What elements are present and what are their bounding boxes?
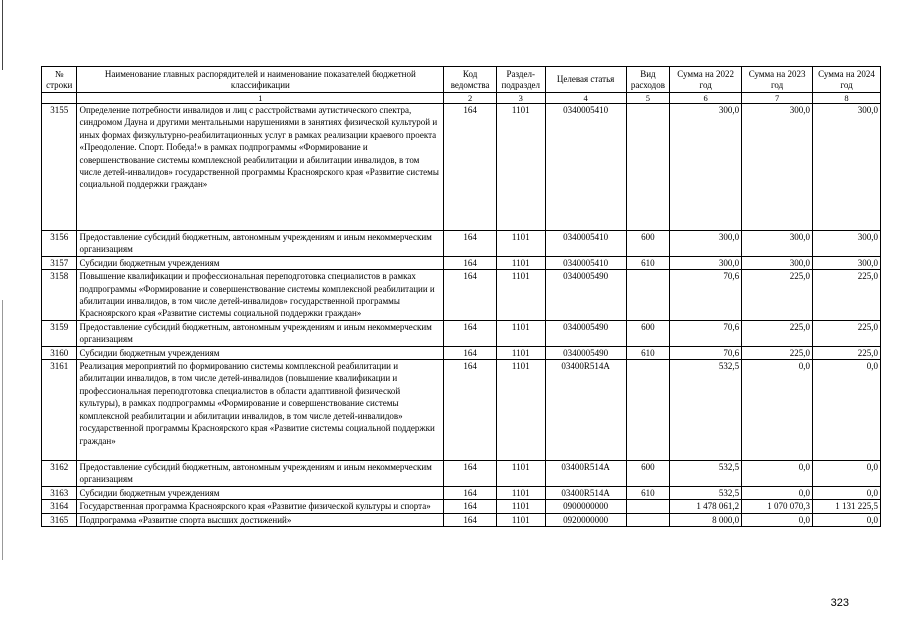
- table-row: [42, 486, 881, 499]
- row-expense-type: [626, 500, 670, 513]
- row-sum-2024: 300,0: [813, 231, 881, 257]
- row-sum-2024: 225,0: [813, 346, 881, 359]
- header-target-article: Целевая статья: [545, 67, 626, 93]
- budget-table: [41, 66, 881, 527]
- row-expense-type: 600: [626, 461, 670, 487]
- row-number: 3160: [42, 346, 77, 359]
- row-dept-code: 164: [444, 500, 497, 513]
- row-section: 1101: [496, 513, 545, 526]
- row-sum-2024: 300,0: [813, 256, 881, 269]
- row-name: Субсидии бюджетным учреждениям: [77, 486, 444, 499]
- row-target-article: 0340005410: [545, 256, 626, 269]
- row-section: 1101: [496, 500, 545, 513]
- row-sum-2023: 0,0: [742, 360, 813, 461]
- row-sum-2024: 225,0: [813, 270, 881, 321]
- row-sum-2023: 225,0: [742, 346, 813, 359]
- row-dept-code: 164: [444, 104, 497, 231]
- margin-line: [2, 300, 3, 560]
- row-name: Субсидии бюджетным учреждениям: [77, 256, 444, 269]
- row-section: 1101: [496, 360, 545, 461]
- row-name: Реализация мероприятий по формированию системы комплексной реабилитации и абилитации инвалидов, в том числе детей-инвалидов (повышение квалификации и профессиональная переподготовка специалистов в области адаптивной физической культуры), в рамках подпрограммы «Формирование и совершенствование системы комплексной реабилитации и абилитации инвалидов, в том числе детей-инвалидов» государственной программы Красноярского края «Развитие системы социальной поддержки граждан»: [77, 360, 444, 461]
- row-section: 1101: [496, 346, 545, 359]
- row-sum-2024: 0,0: [813, 513, 881, 526]
- row-expense-type: [626, 270, 670, 321]
- column-number: 5: [626, 93, 670, 104]
- row-dept-code: 164: [444, 346, 497, 359]
- row-target-article: 0340005490: [545, 270, 626, 321]
- row-target-article: 0340005410: [545, 231, 626, 257]
- table-row: [42, 500, 881, 513]
- table-row: [42, 346, 881, 359]
- row-section: 1101: [496, 231, 545, 257]
- row-section: 1101: [496, 486, 545, 499]
- row-dept-code: 164: [444, 256, 497, 269]
- row-dept-code: 164: [444, 320, 497, 346]
- row-dept-code: 164: [444, 513, 497, 526]
- row-sum-2023: 225,0: [742, 320, 813, 346]
- row-target-article: 0340005410: [545, 104, 626, 231]
- row-sum-2023: 300,0: [742, 104, 813, 231]
- row-sum-2022: 300,0: [670, 104, 742, 231]
- row-target-article: 03400R514A: [545, 486, 626, 499]
- column-number: 7: [742, 93, 813, 104]
- row-sum-2024: 0,0: [813, 486, 881, 499]
- column-number: 1: [77, 93, 444, 104]
- row-dept-code: 164: [444, 461, 497, 487]
- row-sum-2022: 532,5: [670, 486, 742, 499]
- header-sum-2022: Сумма на 2022 год: [670, 67, 742, 93]
- table-row: [42, 231, 881, 257]
- row-sum-2022: 532,5: [670, 360, 742, 461]
- margin-line: [2, 0, 3, 70]
- row-target-article: 0340005490: [545, 320, 626, 346]
- row-sum-2023: 0,0: [742, 461, 813, 487]
- row-target-article: 03400R514A: [545, 461, 626, 487]
- header-row-number: № строки: [42, 67, 77, 93]
- row-sum-2022: 8 000,0: [670, 513, 742, 526]
- row-expense-type: 600: [626, 231, 670, 257]
- row-sum-2023: 300,0: [742, 231, 813, 257]
- row-sum-2022: 300,0: [670, 256, 742, 269]
- row-dept-code: 164: [444, 360, 497, 461]
- column-number: 6: [670, 93, 742, 104]
- row-number: 3162: [42, 461, 77, 487]
- table-row: [42, 256, 881, 269]
- row-expense-type: [626, 104, 670, 231]
- row-section: 1101: [496, 461, 545, 487]
- header-name: Наименование главных распорядителей и наименование показателей бюджетной классификации: [77, 67, 444, 93]
- row-sum-2022: 70,6: [670, 270, 742, 321]
- header-section: Раздел-подраздел: [496, 67, 545, 93]
- row-name: Предоставление субсидий бюджетным, автономным учреждениям и иным некоммерческим организациям: [77, 461, 444, 487]
- row-name: Государственная программа Красноярского края «Развитие физической культуры и спорта»: [77, 500, 444, 513]
- row-sum-2023: 0,0: [742, 513, 813, 526]
- row-expense-type: 600: [626, 320, 670, 346]
- row-section: 1101: [496, 270, 545, 321]
- table-row: [42, 320, 881, 346]
- row-target-article: 0920000000: [545, 513, 626, 526]
- row-name: Предоставление субсидий бюджетным, автономным учреждениям и иным некоммерческим организациям: [77, 320, 444, 346]
- table-row: [42, 360, 881, 461]
- row-dept-code: 164: [444, 486, 497, 499]
- column-number: 3: [496, 93, 545, 104]
- column-number: 4: [545, 93, 626, 104]
- row-dept-code: 164: [444, 231, 497, 257]
- row-sum-2024: 0,0: [813, 360, 881, 461]
- row-target-article: 03400R514A: [545, 360, 626, 461]
- row-expense-type: 610: [626, 346, 670, 359]
- row-name: Определение потребности инвалидов и лиц с расстройствами аутистического спектра, синдромом Дауна и другими ментальными нарушениями в занятиях физической культурой и иных формах физкультурно-реабилитационных услуг в рамках реализации краевого проекта «Преодоление. Спорт. Победа!» в рамках подпрограммы «Формирование и совершенствование системы комплексной реабилитации и абилитации инвалидов, в том числе детей-инвалидов» государственной программы Красноярского края «Развитие системы социальной поддержки граждан»: [77, 104, 444, 231]
- header-sum-2024: Сумма на 2024 год: [813, 67, 881, 93]
- row-sum-2023: 225,0: [742, 270, 813, 321]
- row-target-article: 0900000000: [545, 500, 626, 513]
- row-sum-2024: 0,0: [813, 461, 881, 487]
- row-number: 3165: [42, 513, 77, 526]
- row-target-article: 0340005490: [545, 346, 626, 359]
- row-section: 1101: [496, 104, 545, 231]
- table-row: [42, 513, 881, 526]
- row-number: 3157: [42, 256, 77, 269]
- row-expense-type: 610: [626, 486, 670, 499]
- row-expense-type: [626, 360, 670, 461]
- table-row: [42, 104, 881, 231]
- header-expense-type: Вид расходов: [626, 67, 670, 93]
- row-sum-2023: 0,0: [742, 486, 813, 499]
- row-section: 1101: [496, 320, 545, 346]
- column-number: [42, 93, 77, 104]
- table-header-row: [42, 67, 881, 93]
- row-number: 3155: [42, 104, 77, 231]
- column-number-row: [42, 93, 881, 104]
- column-number: 8: [813, 93, 881, 104]
- row-number: 3164: [42, 500, 77, 513]
- row-number: 3159: [42, 320, 77, 346]
- row-sum-2022: 1 478 061,2: [670, 500, 742, 513]
- row-name: Подпрограмма «Развитие спорта высших достижений»: [77, 513, 444, 526]
- header-dept-code: Код ведомства: [444, 67, 497, 93]
- row-number: 3158: [42, 270, 77, 321]
- row-sum-2022: 70,6: [670, 346, 742, 359]
- row-sum-2023: 300,0: [742, 256, 813, 269]
- row-sum-2024: 300,0: [813, 104, 881, 231]
- row-number: 3156: [42, 231, 77, 257]
- row-dept-code: 164: [444, 270, 497, 321]
- row-section: 1101: [496, 256, 545, 269]
- row-name: Предоставление субсидий бюджетным, автономным учреждениям и иным некоммерческим организациям: [77, 231, 444, 257]
- row-expense-type: [626, 513, 670, 526]
- table-row: [42, 461, 881, 487]
- row-number: 3161: [42, 360, 77, 461]
- table-row: [42, 270, 881, 321]
- header-sum-2023: Сумма на 2023 год: [742, 67, 813, 93]
- row-expense-type: 610: [626, 256, 670, 269]
- column-number: 2: [444, 93, 497, 104]
- row-name: Субсидии бюджетным учреждениям: [77, 346, 444, 359]
- row-name: Повышение квалификации и профессиональная переподготовка специалистов в рамках подпрограммы «Формирование и совершенствование системы комплексной реабилитации и абилитации инвалидов, в том числе детей-инвалидов» государственной программы Красноярского края «Развитие системы социальной поддержки граждан»: [77, 270, 444, 321]
- row-number: 3163: [42, 486, 77, 499]
- page-number: 323: [830, 597, 849, 609]
- row-sum-2022: 70,6: [670, 320, 742, 346]
- row-sum-2022: 300,0: [670, 231, 742, 257]
- row-sum-2023: 1 070 070,3: [742, 500, 813, 513]
- row-sum-2022: 532,5: [670, 461, 742, 487]
- row-sum-2024: 1 131 225,5: [813, 500, 881, 513]
- row-sum-2024: 225,0: [813, 320, 881, 346]
